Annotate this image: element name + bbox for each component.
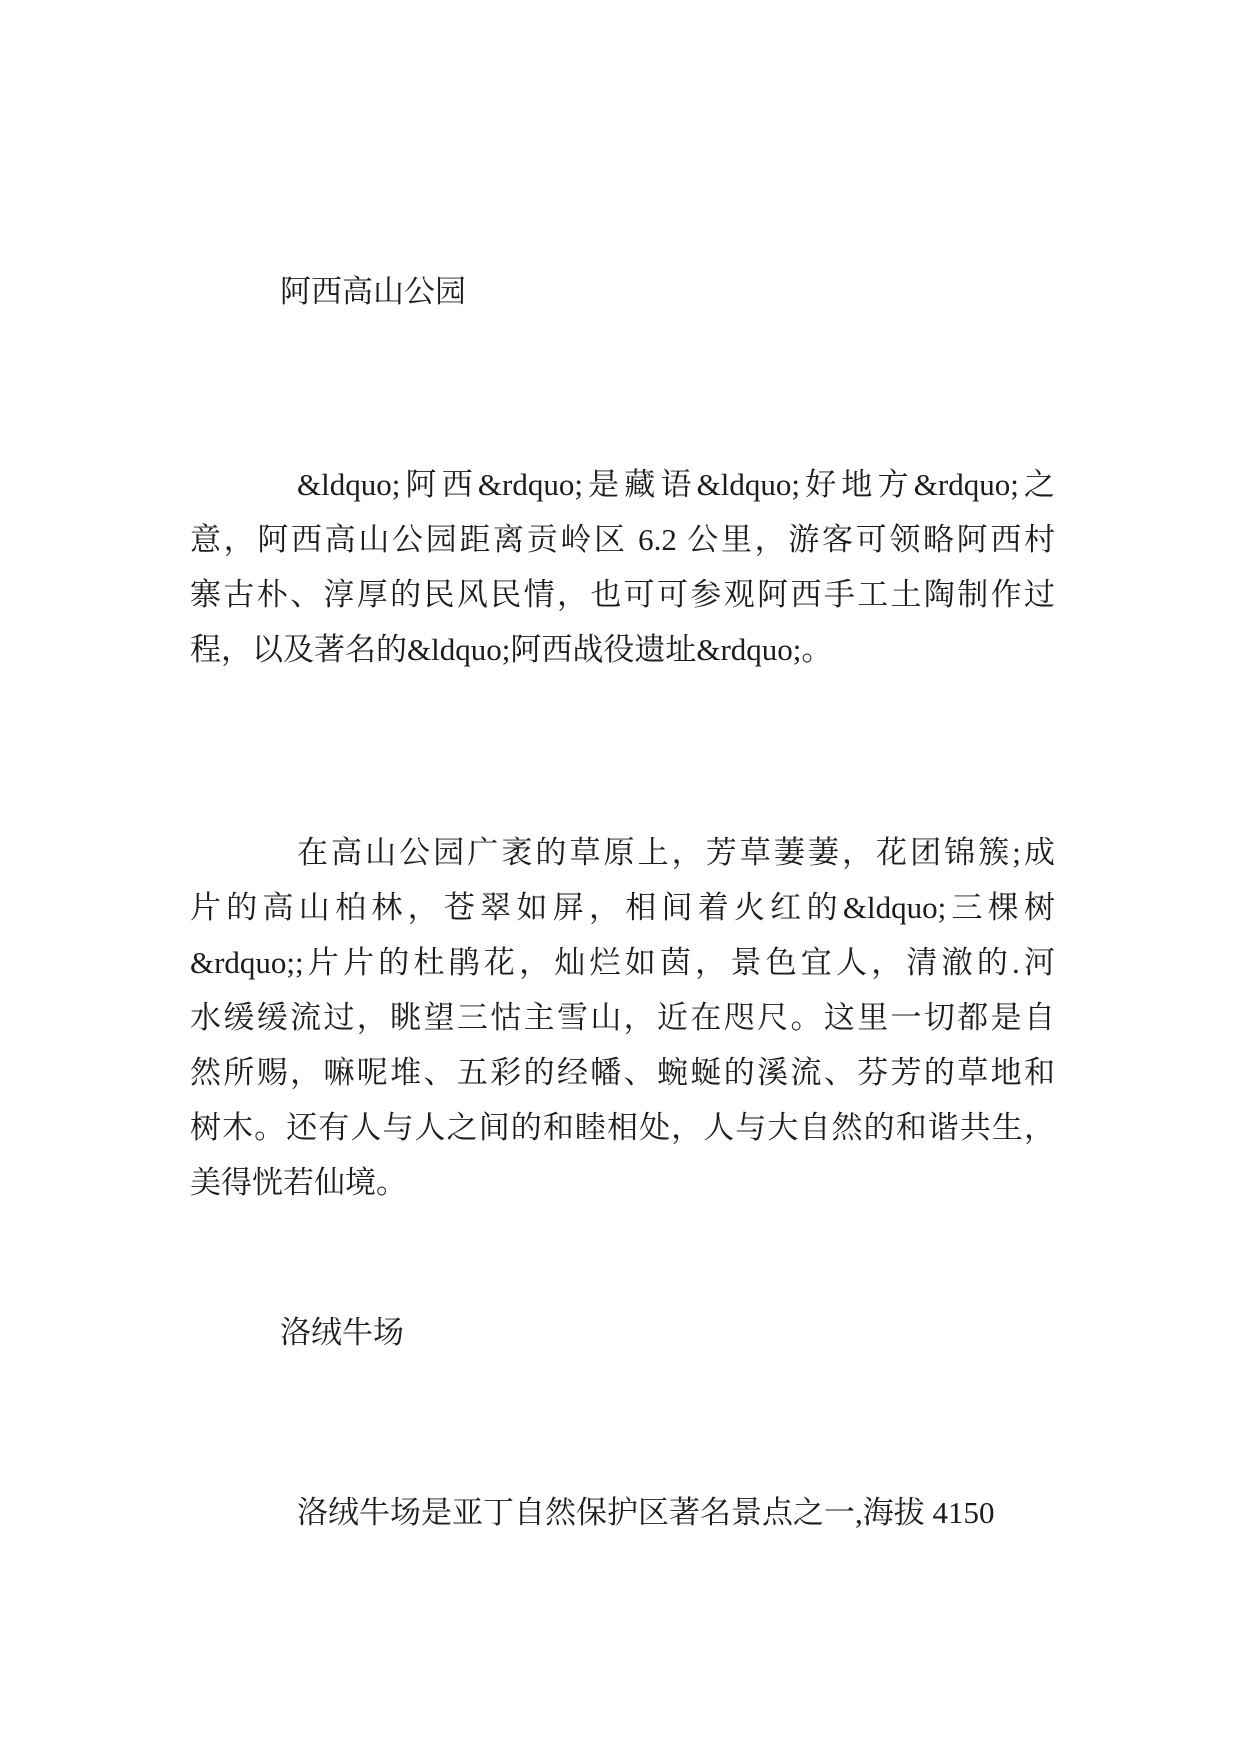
heading-axi-park: 阿西高山公园 [280, 274, 466, 309]
paragraph-line: 在高山公园广袤的草原上，芳草萋萋，花团锦簇;成 [297, 835, 1055, 870]
paragraph-axi-scenery [190, 825, 1055, 1210]
paragraph-luorong-intro [190, 1485, 1055, 1540]
paragraph-line: 意，阿西高山公园距离贡岭区 6.2 公里，游客可领略阿西村 [190, 522, 1055, 557]
paragraph-line: 寨古朴、淳厚的民风民情，也可可参观阿西手工土陶制作过 [190, 577, 1055, 612]
paragraph-line: &rdquo;;片片的杜鹃花，灿烂如茵，景色宜人，清澈的.河 [190, 945, 1055, 980]
paragraph-line: 水缓缓流过，眺望三怙主雪山，近在咫尺。这里一切都是自 [190, 1000, 1055, 1035]
heading-luorong: 洛绒牛场 [280, 1315, 404, 1350]
paragraph-line: 程，以及著名的&ldquo;阿西战役遗址&rdquo;。 [190, 632, 833, 667]
paragraph-line: 洛绒牛场是亚丁自然保护区著名景点之一,海拔 4150 [297, 1495, 995, 1530]
paragraph-line: 然所赐，嘛呢堆、五彩的经幡、蜿蜒的溪流、芬芳的草地和 [190, 1055, 1055, 1090]
paragraph-line: 树木。还有人与人之间的和睦相处，人与大自然的和谐共生， [190, 1110, 1055, 1145]
paragraph-line: 片的高山柏林，苍翠如屏，相间着火红的&ldquo;三棵树 [190, 890, 1055, 925]
paragraph-line: 美得恍若仙境。 [190, 1165, 407, 1200]
paragraph-line: &ldquo;阿西&rdquo;是藏语&ldquo;好地方&rdquo;之 [297, 467, 1055, 502]
paragraph-axi-intro [190, 457, 1055, 677]
